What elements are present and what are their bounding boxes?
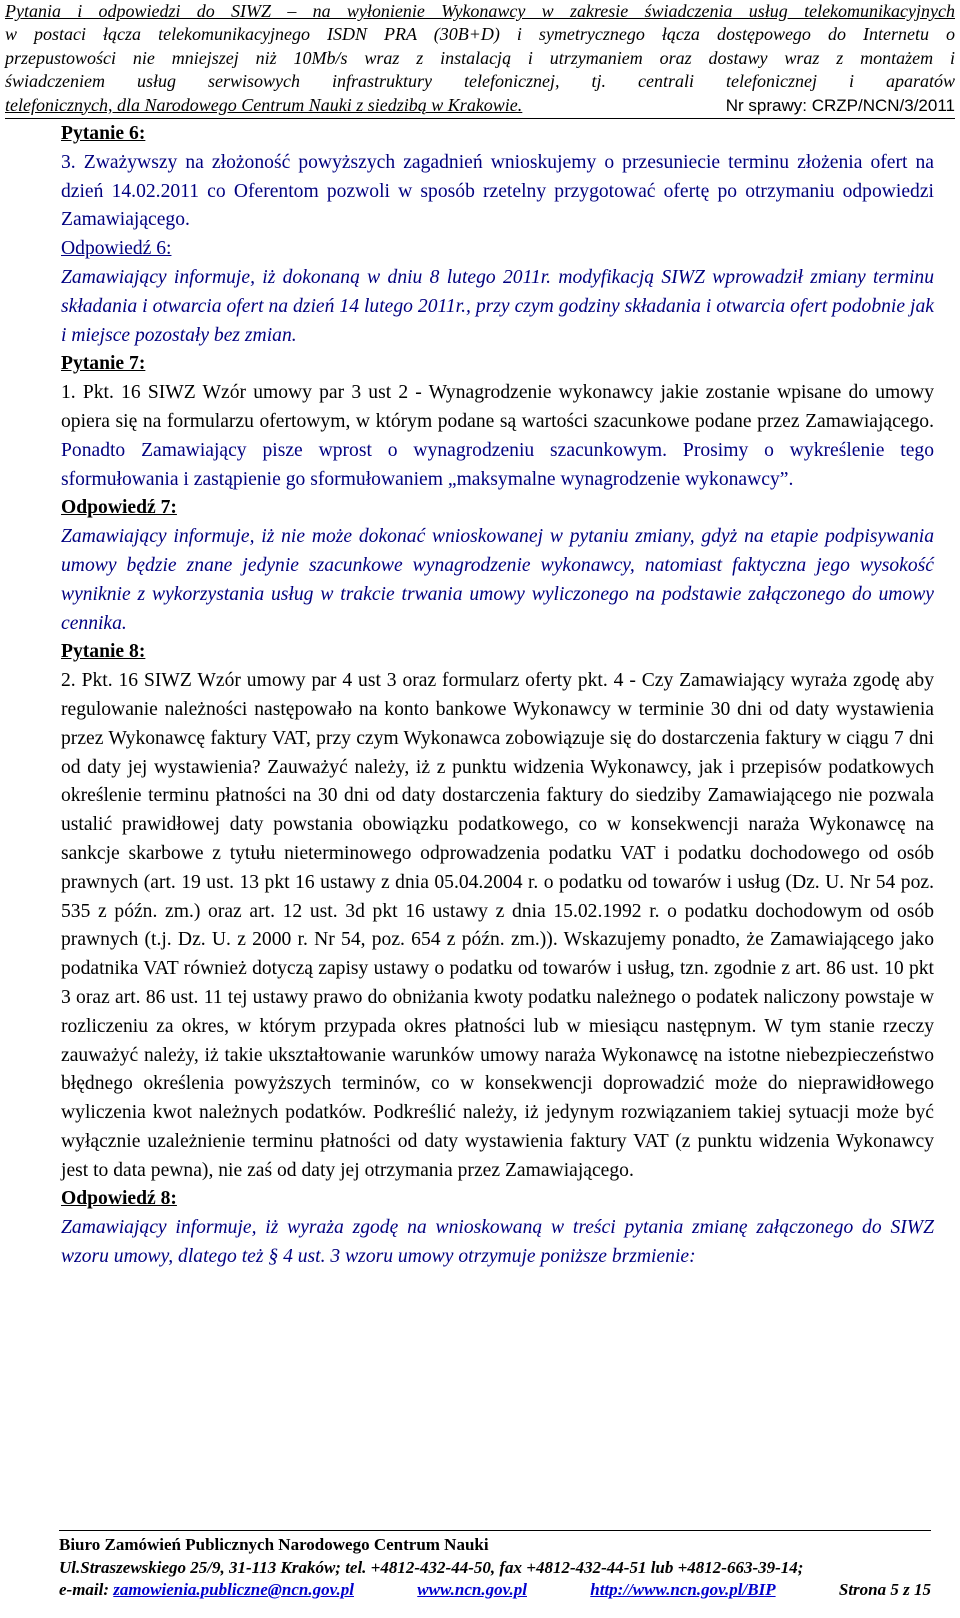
header-line — [5, 94, 955, 119]
case-number: Nr sprawy: CRZP/NCN/3/2011 — [725, 95, 955, 115]
document-footer — [59, 1530, 931, 1602]
footer-address: Ul.Straszewskiego 25/9, 31-113 Kraków; tel. +4812-432-44-50, fax +4812-432-44-51 lub +4812-663-39-14; — [59, 1557, 804, 1577]
question-text-part: 1. Pkt. 16 SIWZ Wzór umowy par 3 ust 2 - Wynagrodzenie wykonawcy jakie zostanie wpisane do umowy opiera się na formularzu ofertowym, w którym podane są wartości szacunkowe podane przez Zamawiającego. — [61, 382, 934, 432]
question-heading: Pytanie 8: — [61, 641, 146, 663]
document-body — [61, 120, 934, 1272]
answer-text: Zamawiający informuje, iż nie może dokonać wnioskowanej w pytaniu zmiany, gdyż na etapie podpisywania umowy będzie znane jedynie szacunkowe wynagrodzenie wykonawcy, natomiast faktyczna jego wysokość wyniknie z wykorzystania usług w trakcie trwania umowy wyliczonego na podstawie załączonego do umowy cennika. — [61, 526, 934, 634]
question-heading: Pytanie 7: — [61, 353, 146, 375]
answer-text: Zamawiający informuje, iż wyraża zgodę na wnioskowaną w treści pytania zmianę załączonego do SIWZ wzoru umowy, dlatego też § 4 ust. 3 wzoru umowy otrzymuje poniższe brzmienie: — [61, 1217, 934, 1268]
header-line: w postaci łącza telekomunikacyjnego ISDN PRA (30B+D) i symetrycznego łącza dostępowego do Internetu o — [5, 24, 955, 45]
answer-text-part: Zamawiający informuje, iż dokonaną w dniu 8 lutego 2011r. modyfikacją SIWZ wprowadził zmiany terminu składania i otwarcia ofert na dzień 14 lutego 2011r. — [61, 266, 934, 317]
answer-text-part: , przy czym godziny składania i otwarcia ofert podobnie jak i miejsce pozostały bez zmian. — [61, 295, 934, 346]
header-line: świadczeniem usług serwisowych infrastruktury telefonicznej, tj. centrali telefonicznej i aparatów — [5, 71, 955, 92]
answer-heading: Odpowiedź 8: — [61, 1188, 177, 1210]
footer-org: Biuro Zamówień Publicznych Narodowego Centrum Nauki — [59, 1535, 489, 1554]
document-header — [5, 0, 955, 119]
answer-text — [61, 264, 934, 350]
footer-bip-link[interactable]: http://www.ncn.gov.pl/BIP — [590, 1580, 776, 1599]
question-text: 3. Zważywszy na złożoność powyższych zagadnień wnioskujemy o przesuniecie terminu złożenia ofert na dzień 14.02.2011 co Oferentom pozwoli w sposób rzetelny przygotować ofertę po otrzymaniu odpowiedzi Zamawiającego. — [61, 151, 934, 231]
footer-email-link[interactable]: zamowienia.publiczne@ncn.gov.pl — [113, 1580, 354, 1599]
question-text-part: Prosimy o wykreślenie tego sformułowania i zastąpienie go sformułowaniem „maksymalne wynagrodzenie wykonawcy”. — [61, 439, 935, 490]
header-line: przepustowości nie mniejszej niż 10Mb/s wraz z instalacją i utrzymaniem oraz dostawy wraz z montażem i — [5, 47, 955, 68]
question-text — [61, 667, 934, 1185]
question-text-part: Zauważyć należy, iż z punktu widzenia Wykonawcy, jak i przepisów podatkowych określenie terminu płatności na 30 dni od daty dostarczenia faktury do siedziby Zamawiającego nie pozwala ustalić prawidłowej daty powstania obowiązku podatkowego, co w konsekwencji naraża Wykonawcę na sankcje skarbowe z tytułu nieterminowego odprowadzenia podatku VAT i podatku dochodowego od osób prawnych (art. 19 ust. 13 pkt 16 ustawy z dnia 05.04.2004 r. o podatku od towarów i usług (Dz. U. Nr 54 poz. 535 z późn. zm.) oraz art. 12 ust. 3d pkt 16 ustawy z dnia 15.02.1992 r. o podatku dochodowym od osób prawnych (t.j. Dz. U. z 2000 r. Nr 54, poz. 654 z późn. zm.)). Wskazujemy ponadto, że Zamawiającego jako podatnika VAT również dotyczą zapisy ustawy o podatku od towarów i usług, tzn. zgodnie z art. 86 ust. 10 pkt 3 oraz art. 86 ust. 11 tej ustawy prawo do obniżania kwoty podatku należnego o podatek naliczony powstaje w rozliczeniu za okres, w którym przypada okres płatności lub w miesiącu następnym. W tym stanie rzeczy zauważyć należy, iż takie ukształtowanie warunków umowy naraża Wykonawcę na istotne niebezpieczeństwo błędnego określenia powyższych terminów, co w konsekwencji doprowadzić może do nieprawidłowego wyliczenia kwot należnych podatków. Podkreślić należy, iż jedynym rozwiązaniem takiej sytuacji może być wyłącznie uzależnienie terminu płatności od daty wystawienia faktury VAT (z punktu widzenia Wykonawcy jest to data pewna), nie zaś od daty jej otrzymania przez Zamawiającego. — [61, 756, 934, 1181]
question-heading: Pytanie 6: — [61, 123, 146, 144]
footer-email-label: e-mail: — [59, 1580, 110, 1599]
header-title-end: telefonicznych, dla Narodowego Centrum Nauki z siedzibą w Krakowie. — [5, 94, 523, 115]
footer-website-link[interactable]: www.ncn.gov.pl — [417, 1580, 527, 1599]
footer-contact-row — [59, 1579, 931, 1602]
answer-heading: Odpowiedź 7: — [61, 497, 177, 519]
question-text — [61, 379, 934, 494]
header-line: Pytania i odpowiedzi do SIWZ – na wyłonienie Wykonawcy w zakresie świadczenia usług telekomunikacyjnych — [5, 1, 955, 21]
question-text-part: 2. Pkt. 16 SIWZ Wzór umowy par 4 ust 3 oraz formularz oferty pkt. 4 - Czy Zamawiający wyraża zgodę aby regulowanie należności następowało na konto bankowe Wykonawcy w terminie 30 dni od daty wystawienia przez Wykonawcę faktury VAT, przy czym Wykonawca zobowiązuje się do dostarczenia faktury w ciągu 7 dni od daty jej wystawienia? — [61, 670, 934, 778]
question-text-part: Ponadto Zamawiający pisze wprost o wynagrodzeniu szacunkowym. — [61, 439, 668, 461]
answer-heading: Odpowiedź 6: — [61, 238, 172, 260]
page-number: Strona 5 z 15 — [838, 1580, 931, 1599]
footer-email-group — [59, 1579, 354, 1602]
